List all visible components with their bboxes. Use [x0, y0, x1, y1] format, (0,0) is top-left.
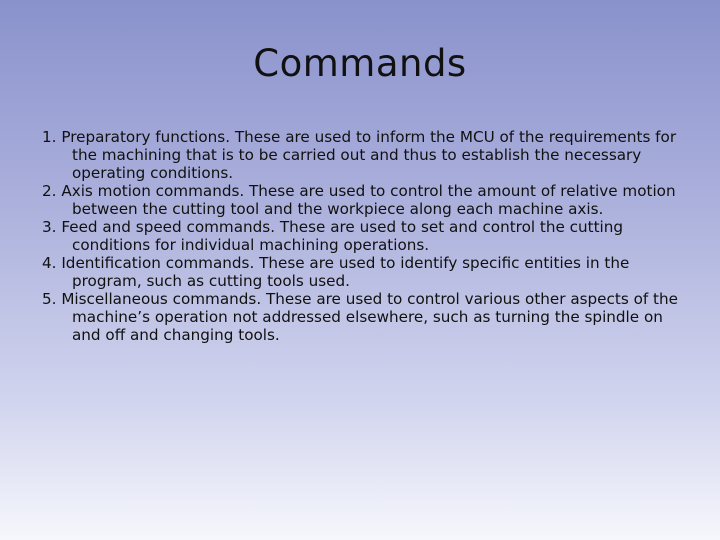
list-item-axis-motion-commands: 2. Axis motion commands. These are used to control the amount of relative motion between the cutting tool and the workpiece along each machine axis. [42, 182, 676, 218]
list-item-preparatory-functions: 1. Preparatory functions. These are used to inform the MCU of the requirements for the machining that is to be carried out and thus to establish the necessary operating conditions. [42, 128, 677, 182]
list-item-identification-commands: 4. Identification commands. These are used to identify specific entities in the program, such as cutting tools used. [42, 254, 630, 290]
list-item-feed-speed-commands: 3. Feed and speed commands. These are used to set and control the cutting conditions for individual machining operations. [42, 218, 624, 254]
slide-title: Commands [253, 42, 467, 85]
commands-list [42, 128, 682, 344]
list-item-miscellaneous-commands: 5. Miscellaneous commands. These are used to control various other aspects of the machine’s operation not addressed elsewhere, such as turning the spindle on and off and changing tools. [42, 290, 678, 344]
